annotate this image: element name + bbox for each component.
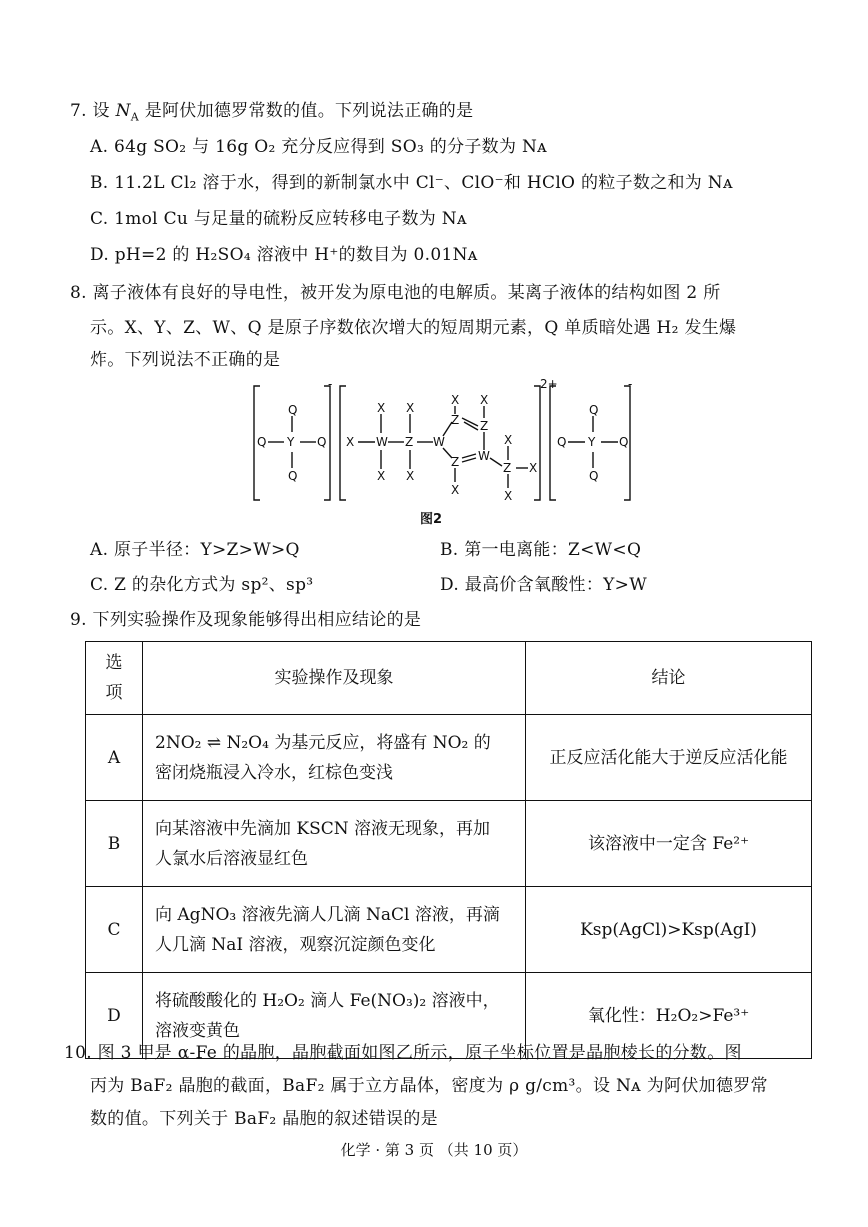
row-conclusion: 该溶液中一定含 Fe²⁺ (526, 801, 812, 887)
atom-x: X (504, 433, 513, 447)
q7-option-b: B. 11.2L Cl₂ 溶于水，得到的新制氯水中 Cl⁻、ClO⁻和 HClO 的粒子数之和为 Nᴀ (90, 173, 733, 193)
atom-q: Q (257, 435, 267, 449)
row-operation: 2NO₂ ⇌ N₂O₄ 为基元反应，将盛有 NO₂ 的 密闭烧瓶浸入冷水，红棕色变浅 (143, 715, 526, 801)
row-conclusion: 正反应活化能大于逆反应活化能 (526, 715, 812, 801)
table-row (86, 715, 812, 801)
atom-x: X (406, 469, 415, 483)
q8-option-b: B. 第一电离能：Z<W<Q (440, 540, 642, 560)
ionic-liquid-structure-figure (240, 378, 640, 506)
q8-stem-line1: 8. 离子液体有良好的导电性，被开发为原电池的电解质。某离子液体的结构如图 2 所 (70, 283, 721, 303)
atom-x: X (451, 393, 460, 407)
atom-q: Q (589, 403, 599, 417)
atom-q: Q (288, 469, 298, 483)
atom-w: W (478, 449, 490, 463)
q10-stem-line2: 丙为 BaF₂ 晶胞的截面，BaF₂ 属于立方晶体，密度为 ρ g/cm³。设 Nᴀ 为阿伏加德罗常 (90, 1076, 768, 1096)
table-row (86, 887, 812, 973)
header-conclusion: 结论 (526, 642, 812, 715)
charge-mid: 2+ (540, 378, 558, 391)
atom-x: X (504, 489, 513, 503)
row-option: A (86, 715, 143, 801)
atom-z: Z (405, 435, 414, 449)
atom-x: X (377, 401, 386, 415)
table-header-row (86, 642, 812, 715)
atom-x: X (346, 435, 355, 449)
q8-stem-line3: 炸。下列说法不正确的是 (90, 350, 281, 370)
atom-q: Q (317, 435, 327, 449)
atom-y: Y (588, 435, 596, 449)
experiment-table (85, 641, 812, 1059)
q8-option-a: A. 原子半径：Y>Z>W>Q (90, 540, 300, 560)
q8-option-d: D. 最高价含氧酸性：Y>W (440, 575, 647, 595)
atom-q: Q (619, 435, 629, 449)
charge-left: - (328, 378, 333, 391)
header-option: 选项 (86, 642, 143, 715)
atom-x: X (529, 461, 538, 475)
q7-stem: 7. 设 $N_A$ 是阿伏加德罗常数的值。下列说法正确的是 (70, 101, 474, 124)
atom-x: X (377, 469, 386, 483)
atom-x: X (406, 401, 415, 415)
figure-2-label: 图2 (420, 512, 443, 527)
q10-stem-line1: 10. 图 3 甲是 α-Fe 的晶胞，晶胞截面如图乙所示，原子坐标位置是晶胞棱长的分数。图 (64, 1043, 742, 1063)
row-option: C (86, 887, 143, 973)
page-footer: 化学 · 第 3 页 （共 10 页） (340, 1141, 528, 1159)
q7-option-c: C. 1mol Cu 与足量的硫粉反应转移电子数为 Nᴀ (90, 209, 467, 229)
q9-stem: 9. 下列实验操作及现象能够得出相应结论的是 (70, 610, 422, 630)
header-operation: 实验操作及现象 (143, 642, 526, 715)
q8-option-c: C. Z 的杂化方式为 sp²、sp³ (90, 575, 314, 595)
atom-w: W (433, 435, 445, 449)
atom-w: W (376, 435, 388, 449)
atom-x: X (480, 393, 489, 407)
table-row (86, 801, 812, 887)
q7-option-a: A. 64g SO₂ 与 16g O₂ 充分反应得到 SO₃ 的分子数为 Nᴀ (90, 137, 548, 157)
row-option: B (86, 801, 143, 887)
q10-stem-line3: 数的值。下列关于 BaF₂ 晶胞的叙述错误的是 (90, 1109, 438, 1129)
row-option: D (86, 973, 143, 1059)
row-operation: 向某溶液中先滴加 KSCN 溶液无现象，再加 人氯水后溶液显红色 (143, 801, 526, 887)
atom-q: Q (288, 403, 298, 417)
row-conclusion: 氧化性：H₂O₂>Fe³⁺ (526, 973, 812, 1059)
row-operation: 将硫酸酸化的 H₂O₂ 滴人 Fe(NO₃)₂ 溶液中， 溶液变黄色 (143, 973, 526, 1059)
atom-x: X (451, 483, 460, 497)
atom-z: Z (451, 455, 460, 469)
atom-z: Z (480, 419, 489, 433)
row-operation: 向 AgNO₃ 溶液先滴人几滴 NaCl 溶液，再滴 人几滴 NaI 溶液，观察沉淀颜色变化 (143, 887, 526, 973)
atom-q: Q (589, 469, 599, 483)
atom-z: Z (451, 413, 460, 427)
q7-option-d: D. pH=2 的 H₂SO₄ 溶液中 H⁺的数目为 0.01Nᴀ (90, 245, 478, 265)
row-conclusion: Ksp(AgCl)>Ksp(AgI) (526, 887, 812, 973)
atom-q: Q (557, 435, 567, 449)
q8-stem-line2: 示。X、Y、Z、W、Q 是原子序数依次增大的短周期元素，Q 单质暗处遇 H₂ 发生爆 (90, 318, 737, 338)
atom-z: Z (503, 461, 512, 475)
atom-y: Y (287, 435, 295, 449)
charge-right: - (628, 378, 633, 391)
